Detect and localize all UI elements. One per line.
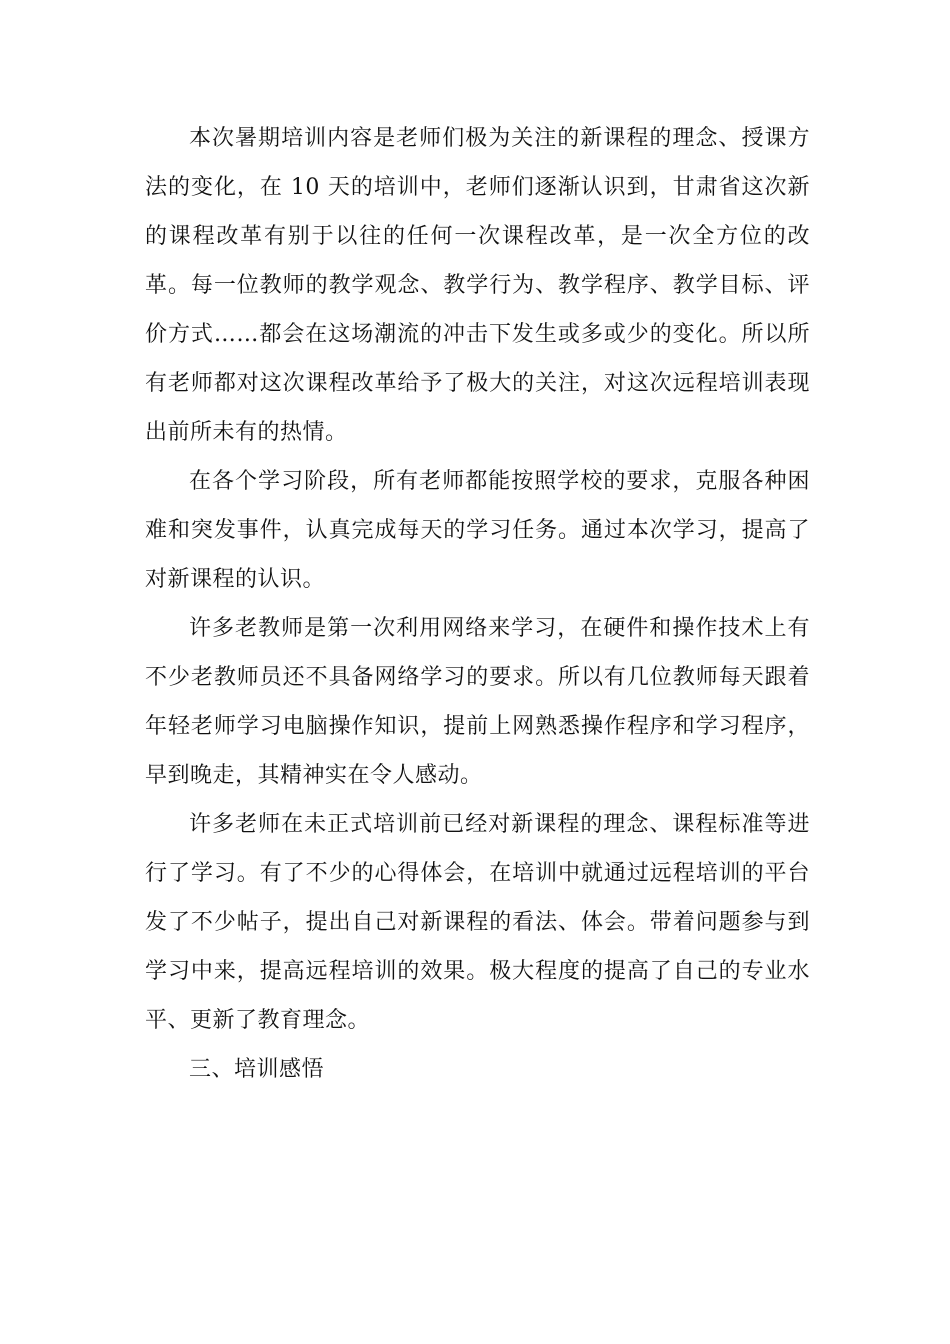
paragraph-pre-training-study: 许多老师在未正式培训前已经对新课程的理念、课程标准等进行了学习。有了不少的心得体会，在培训中就通过远程培训的平台发了不少帖子，提出自己对新课程的看法、体会。带着问题参与到学习中来，提高远程培训的效果。极大程度的提高了自己的专业水平、更新了教育理念。: [145, 812, 810, 1033]
paragraph-learning-stages: 在各个学习阶段，所有老师都能按照学校的要求，克服各种困难和突发事件，认真完成每天的学习任务。通过本次学习，提高了对新课程的认识。: [145, 469, 810, 592]
section-heading: 三、培训感悟: [189, 1057, 325, 1082]
paragraph-training-content: 本次暑期培训内容是老师们极为关注的新课程的理念、授课方法的变化，在 10 天的培训中，老师们逐渐认识到，甘肃省这次新的课程改革有别于以往的任何一次课程改革，是一次全方位的改革。每一位教师的教学观念、教学行为、教学程序、教学目标、评价方式……都会在这场潮流的冲击下发生或多或少的变化。所以所有老师都对这次课程改革给予了极大的关注，对这次远程培训表现出前所未有的热情。: [145, 126, 810, 445]
paragraph-senior-teachers: 许多老教师是第一次利用网络来学习，在硬件和操作技术上有不少老教师员还不具备网络学习的要求。所以有几位教师每天跟着年轻老师学习电脑操作知识，提前上网熟悉操作程序和学习程序，早到晚走，其精神实在令人感动。: [145, 616, 810, 788]
document-body: [145, 114, 810, 1094]
